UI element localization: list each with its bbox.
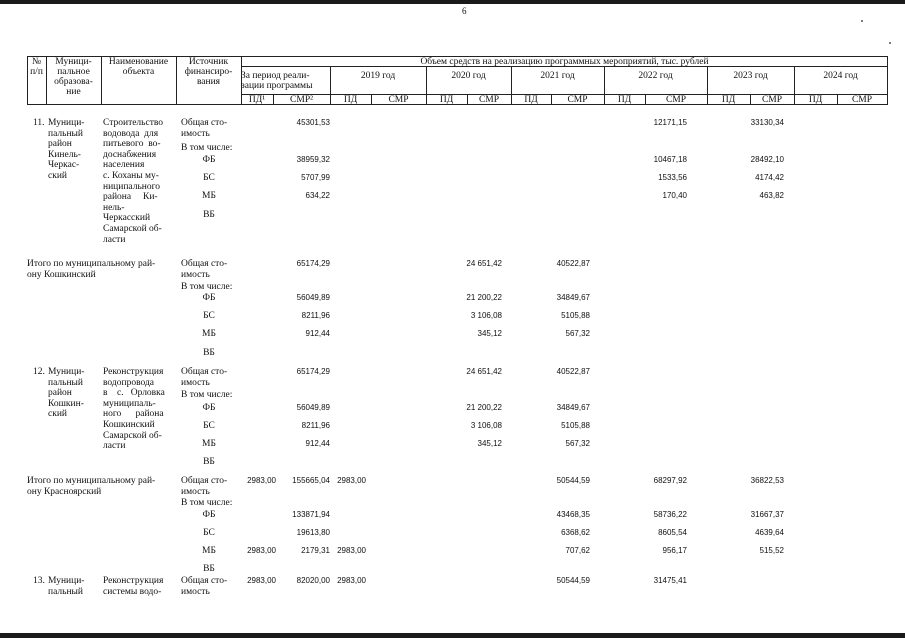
row-source: Общая сто- имость <box>181 259 228 280</box>
row-source: ВБ <box>203 348 215 358</box>
value-smr-2020: 21 200,22 <box>466 293 502 302</box>
value-smr-2022: 956,17 <box>662 546 687 555</box>
value-smr-total: 65174,29 <box>296 259 330 268</box>
value-smr-2022: 1533,56 <box>658 173 687 182</box>
total-label: Итого по муниципальному рай- ону Красноярский <box>27 476 156 497</box>
value-smr-2020: 24 651,42 <box>466 259 502 268</box>
value-smr-2022: 31475,41 <box>653 576 687 585</box>
value-smr-2021: 40522,87 <box>556 259 590 268</box>
item-number: 12. <box>33 367 45 377</box>
value-smr-2020: 24 651,42 <box>466 367 502 376</box>
header-pd-2024: ПД <box>808 95 823 105</box>
header-smr-total: СМР² <box>290 95 313 105</box>
value-pd-2019: 2983,00 <box>337 476 366 485</box>
value-smr-2021: 5105,88 <box>561 421 590 430</box>
header-pd-total: ПД¹ <box>248 95 266 105</box>
header-pd-2019: ПД <box>343 95 358 105</box>
header-period: За период реали- зации программы <box>241 71 313 91</box>
header-year-2023: 2023 год <box>733 71 768 81</box>
value-smr-total: 82020,00 <box>296 576 330 585</box>
value-smr-2020: 21 200,22 <box>466 403 502 412</box>
value-smr-2023: 515,52 <box>759 546 784 555</box>
value-smr-total: 912,44 <box>305 439 330 448</box>
value-smr-2022: 58736,22 <box>653 510 687 519</box>
header-smr-2023: СМР <box>761 95 783 105</box>
row-source: МБ <box>202 191 216 201</box>
value-smr-2022: 68297,92 <box>653 476 687 485</box>
scan-speck <box>889 42 891 44</box>
value-pd-total: 2983,00 <box>247 476 276 485</box>
header-municipality: Муници- пальное образова- ние <box>54 57 93 97</box>
value-smr-2021: 567,32 <box>565 439 590 448</box>
row-source: МБ <box>202 546 216 556</box>
value-smr-2020: 345,12 <box>477 329 502 338</box>
row-source: МБ <box>202 439 216 449</box>
row-source: ФБ <box>202 403 216 413</box>
row-source: БС <box>203 421 215 431</box>
page-number: 6 <box>462 6 467 16</box>
item-object: Реконструкция системы водо- <box>103 576 164 597</box>
value-smr-2020: 3 106,08 <box>470 421 502 430</box>
header-pd-2021: ПД <box>524 95 538 105</box>
row-source: ФБ <box>202 155 216 165</box>
value-smr-total: 56049,89 <box>296 403 330 412</box>
header-year-2021: 2021 год <box>540 71 575 81</box>
row-source: Общая сто- имость <box>181 118 228 139</box>
value-smr-2021: 34849,67 <box>556 403 590 412</box>
header-smr-2022: СМР <box>665 95 687 105</box>
header-smr-2019: СМР <box>388 95 409 105</box>
value-smr-2023: 36822,53 <box>750 476 784 485</box>
value-smr-2021: 34849,67 <box>556 293 590 302</box>
value-pd-2019: 2983,00 <box>337 576 366 585</box>
value-smr-total: 19613,80 <box>296 528 330 537</box>
value-smr-2022: 10467,18 <box>653 155 687 164</box>
value-pd-2019: 2983,00 <box>337 546 366 555</box>
value-smr-total: 8211,96 <box>301 421 330 430</box>
value-smr-2023: 463,82 <box>759 191 784 200</box>
row-source: БС <box>203 173 215 183</box>
header-num: № п/п <box>30 57 43 77</box>
header-pd-2020: ПД <box>439 95 454 105</box>
row-source: ВБ <box>203 210 215 220</box>
total-label: Итого по муниципальному рай- ону Кошкинский <box>27 259 156 280</box>
including-label: В том числе: <box>181 143 233 153</box>
value-smr-2023: 31667,37 <box>750 510 784 519</box>
value-smr-total: 56049,89 <box>296 293 330 302</box>
value-smr-2021: 40522,87 <box>556 367 590 376</box>
value-smr-total: 912,44 <box>305 329 330 338</box>
row-source: БС <box>203 528 215 538</box>
value-smr-2021: 50544,59 <box>556 576 590 585</box>
value-smr-2021: 567,32 <box>565 329 590 338</box>
header-year-2024: 2024 год <box>823 71 858 81</box>
including-label: В том числе: <box>181 498 233 508</box>
item-number: 11. <box>33 118 45 128</box>
value-smr-total: 65174,29 <box>296 367 330 376</box>
value-pd-total: 2983,00 <box>247 546 276 555</box>
scan-top-border <box>0 0 905 4</box>
value-smr-2023: 4174,42 <box>755 173 784 182</box>
value-smr-2022: 170,40 <box>662 191 687 200</box>
including-label: В том числе: <box>181 282 233 292</box>
including-label: В том числе: <box>181 390 233 400</box>
value-smr-total: 38959,32 <box>296 155 330 164</box>
value-smr-total: 155665,04 <box>292 476 330 485</box>
item-municipality: Муници- пальный <box>48 576 85 597</box>
value-smr-2021: 5105,88 <box>561 311 590 320</box>
header-year-2022: 2022 год <box>638 71 673 81</box>
value-smr-total: 133871,94 <box>292 510 330 519</box>
value-smr-2023: 33130,34 <box>750 118 784 127</box>
value-smr-2021: 43468,35 <box>556 510 590 519</box>
value-smr-2023: 4639,64 <box>755 528 784 537</box>
value-smr-total: 2179,31 <box>301 546 330 555</box>
table-header <box>27 56 888 105</box>
value-smr-total: 8211,96 <box>301 311 330 320</box>
value-smr-2020: 3 106,08 <box>470 311 502 320</box>
header-object: Наименование объекта <box>108 57 169 77</box>
value-smr-2022: 8605,54 <box>658 528 687 537</box>
scan-speck <box>861 20 863 22</box>
value-smr-2023: 28492,10 <box>750 155 784 164</box>
header-smr-2021: СМР <box>567 95 588 105</box>
value-pd-total: 2983,00 <box>247 576 276 585</box>
scan-bottom-border <box>0 633 905 638</box>
row-source: ВБ <box>203 564 215 574</box>
value-smr-2022: 12171,15 <box>653 118 687 127</box>
header-smr-2020: СМР <box>478 95 500 105</box>
value-smr-total: 45301,53 <box>296 118 330 127</box>
row-source: ВБ <box>203 457 215 467</box>
item-number: 13. <box>33 576 45 586</box>
header-year-2019: 2019 год <box>360 71 396 81</box>
value-smr-2021: 707,62 <box>565 546 590 555</box>
header-volume: Объем средств на реализацию программных мероприятий, тыс. рублей <box>420 57 709 67</box>
value-smr-2020: 345,12 <box>477 439 502 448</box>
header-pd-2023: ПД <box>721 95 736 105</box>
row-source: БС <box>203 311 215 321</box>
row-source: Общая сто- имость <box>181 476 228 497</box>
row-source: ФБ <box>202 510 216 520</box>
value-smr-2021: 50544,59 <box>556 476 590 485</box>
row-source: ФБ <box>202 293 216 303</box>
row-source: Общая сто- имость <box>181 367 228 388</box>
value-smr-total: 634,22 <box>305 191 330 200</box>
row-source: Общая сто- имость <box>181 576 228 597</box>
header-pd-2022: ПД <box>617 95 632 105</box>
header-year-2020: 2020 год <box>451 71 486 81</box>
value-smr-2021: 6368,62 <box>561 528 590 537</box>
row-source: МБ <box>202 329 216 339</box>
item-object: Реконструкция водопровода в с. Орловка муниципаль- ного района Кошкинский Самарской об- ласти <box>103 367 165 452</box>
item-object: Строительство водовода для питьевого во- доснабжения населения с. Коханы му- ниципального района Ки- нель- Черкасский Самарской об- ласти <box>103 118 164 245</box>
item-municipality: Муници- пальный район Кошкин- ский <box>48 367 85 420</box>
value-smr-total: 5707,99 <box>301 173 330 182</box>
item-municipality: Муници- пальный район Кинель- Черкас- ский <box>48 118 85 181</box>
header-smr-2024: СМР <box>851 95 873 105</box>
header-source: Источник финансиро- вания <box>184 57 233 87</box>
